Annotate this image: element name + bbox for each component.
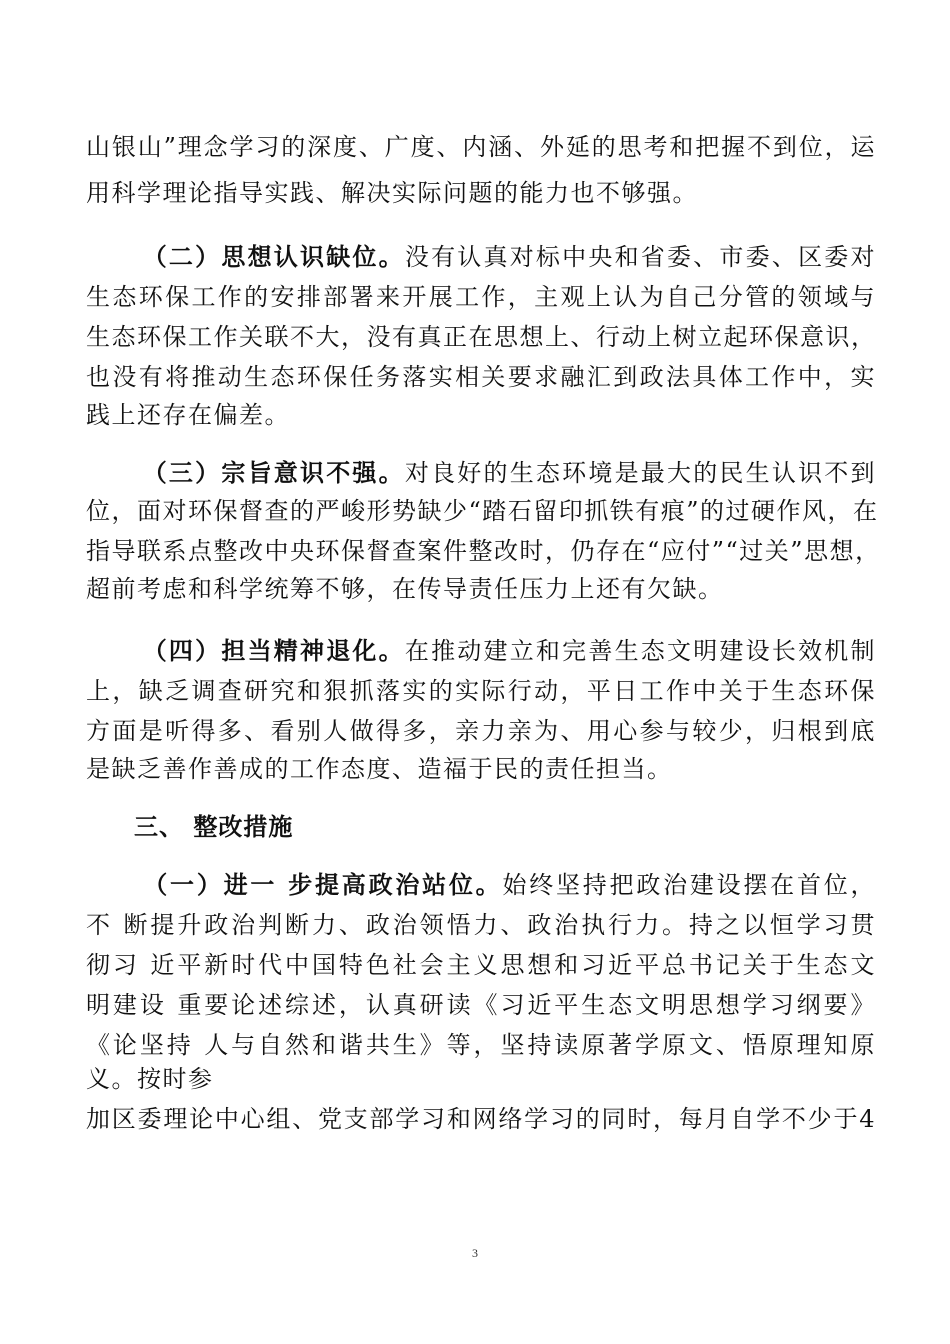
text-line: 上，缺乏调查研究和狠抓落实的实际行动，平日工作中关于生态环保 (86, 677, 876, 705)
text-span: 没有认真对标中央和省委、市委、区委对 (404, 243, 877, 271)
paragraph-title: （一）进一 步提高政治站位。 (142, 871, 503, 899)
paragraph-first-line (86, 240, 876, 274)
paragraph-title: （三）宗旨意识不强。 (142, 459, 405, 487)
text-span: 始终坚持把政治建设摆在首位， (502, 871, 876, 899)
text-line: 践上还存在偏差。 (86, 401, 290, 429)
text-line: 彻习 近平新时代中国特色社会主义思想和习近平总书记关于生态文 (86, 951, 876, 979)
paragraph-title: （二）思想认识缺位。 (142, 243, 405, 271)
text-line: 不 断提升政治判断力、政治领悟力、政治执行力。持之以恒学习贯 (86, 911, 876, 939)
text-line: 是缺乏善作善成的工作态度、造福于民的责任担当。 (86, 755, 673, 783)
text-line: 生态环保工作的安排部署来开展工作，主观上认为自己分管的领域与 (86, 283, 876, 311)
text-line: 《论坚持 人与自然和谐共生》等，坚持读原著学原文、悟原理知原 (86, 1031, 876, 1059)
text-line: 位，面对环保督查的严峻形势缺少“踏石留印抓铁有痕”的过硬作风，在 (86, 497, 879, 525)
text-span: 在推动建立和完善生态文明建设长效机制 (404, 637, 877, 665)
paragraph-first-line (86, 634, 876, 668)
section-heading: 三、 整改措施 (134, 813, 294, 841)
text-line: 生态环保工作关联不大，没有真正在思想上、行动上树立起环保意识， (86, 323, 877, 351)
page-number: 3 (472, 1246, 478, 1260)
text-line: 也没有将推动生态环保任务落实相关要求融汇到政法具体工作中，实 (86, 363, 876, 391)
text-line: 用科学理论指导实践、解决实际问题的能力也不够强。 (86, 179, 698, 207)
text-line: 义。按时参 (86, 1065, 214, 1093)
text-line: 明建设 重要论述综述，认真研读《习近平生态文明思想学习纲要》 (86, 991, 876, 1019)
paragraph-first-line (86, 868, 876, 902)
paragraph-first-line (86, 456, 876, 490)
text-line: 山银山”理念学习的深度、广度、内涵、外延的思考和把握不到位，运 (86, 133, 876, 161)
text-line: 指导联系点整改中央环保督查案件整改时，仍存在“应付”“过关”思想， (86, 537, 881, 565)
text-span: 对良好的生态环境是最大的民生认识不到 (404, 459, 877, 487)
paragraph-title: （四）担当精神退化。 (142, 637, 405, 665)
text-line: 超前考虑和科学统筹不够，在传导责任压力上还有欠缺。 (86, 575, 724, 603)
text-line: 加区委理论中心组、党支部学习和网络学习的同时，每月自学不少于4 (86, 1105, 876, 1133)
text-line: 方面是听得多、看别人做得多，亲力亲为、用心参与较少，归根到底 (86, 717, 876, 745)
